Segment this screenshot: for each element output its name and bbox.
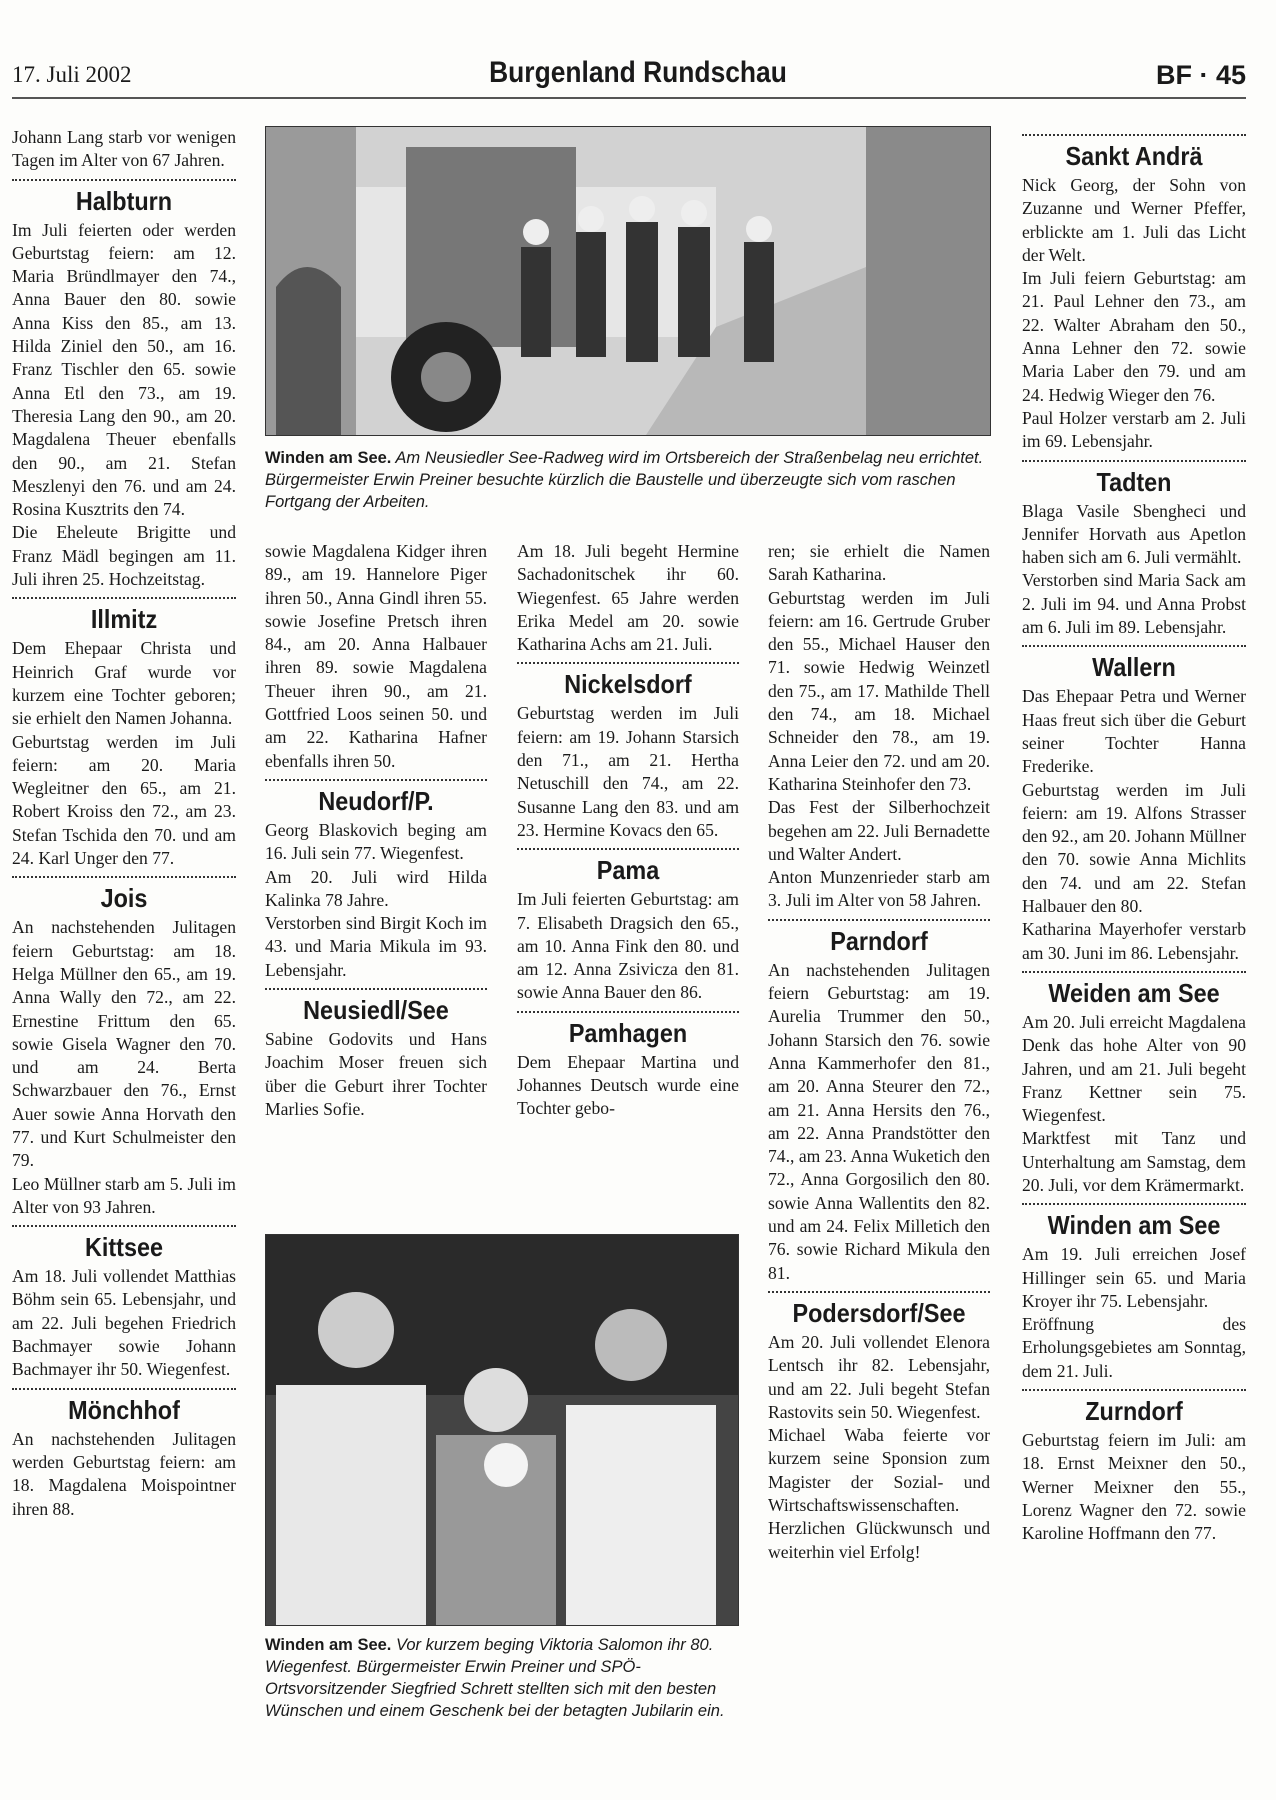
dotted-separator [265,988,487,990]
article-paragraph: Eröffnung des Erholungsgebietes am Sonntag, dem 21. Juli. [1022,1314,1246,1381]
town-heading: Neusiedl/See [303,995,449,1026]
town-heading: Mönchhof [68,1394,180,1425]
town-heading: Nickelsdorf [564,669,692,700]
photo2-caption-lead: Winden am See. [265,1636,392,1654]
column-1 [12,126,236,1521]
article-paragraph: Das Ehepaar Petra und Werner Haas freut sich über die Geburt seiner Tochter Hanna Frederike. [1022,686,1246,777]
column-2 [265,540,487,1121]
town-heading: Kittsee [84,1232,164,1263]
column-4 [768,540,990,1564]
article-paragraph: Geburtstag feiern im Juli: am 18. Ernst Meixner den 50., Werner Meixner den 55., Lorenz Wagner den 72. sowie Karoline Hoffmann den 77. [1022,1430,1246,1544]
article-paragraph: Verstorben sind Maria Sack am 2. Juli im 94. und Anna Probst am 6. Juli im 89. Lebensjahr. [1022,570,1246,638]
article-paragraph: Verstorben sind Birgit Koch im 43. und Maria Mikula im 93. Lebensjahr. [265,913,487,980]
town-heading: Pamhagen [568,1017,688,1048]
article-paragraph: Blaga Vasile Sbengheci und Jennifer Horvath aus Apetlon haben sich am 6. Juli vermählt. [1022,500,1246,568]
article-paragraph: Geburtstag werden im Juli feiern: am 19. Alfons Strasser den 92., am 20. Johann Müllner den 70. sowie Anna Michlits den 74. und am 22. Stefan Halbauer den 80. [1022,779,1246,917]
birthday-photo-image [266,1235,738,1625]
dotted-separator [768,919,990,921]
article-paragraph: An nachstehenden Julitagen feiern Geburtstag: am 18. Helga Müllner den 65., am 19. Anna Wally den 72., am 22. Ernestine Frittum den 65. sowie Gisela Wagner den 70. und am 24. Berta Schwarzbauer den 76., Ernst Auer sowie Anna Horvath den 77. und Kurt Schulmeister den 79. [12,917,236,1171]
article-paragraph: Sabine Godovits und Hans Joachim Moser freuen sich über die Geburt ihrer Tochter Marlies Sofie. [265,1029,487,1119]
article-paragraph: Am 19. Juli erreichen Josef Hillinger sein 65. und Maria Kroyer ihr 75. Lebensjahr. [1022,1244,1246,1311]
construction-photo-image [266,127,990,435]
article-paragraph: ren; sie erhielt die Namen Sarah Katharina. [768,541,990,585]
article-paragraph: Paul Holzer verstarb am 2. Juli im 69. Lebensjahr. [1022,407,1246,452]
dotted-separator [1022,134,1246,136]
article-paragraph: Anton Munzenrieder starb am 3. Juli im Alter von 58 Jahren. [768,867,990,911]
town-heading: Wallern [1092,652,1176,683]
article-paragraph: Im Juli feiern Geburtstag: am 21. Paul Lehner den 73., am 22. Walter Abraham den 50., Anna Lehner den 72. sowie Maria Laber den 79. und am 24. Hedwig Wieger den 76. [1022,268,1246,405]
page-number: BF · 45 [1155,60,1246,90]
article-paragraph: Marktfest mit Tanz und Unterhaltung am Samstag, dem 20. Juli, vor dem Krämermarkt. [1022,1128,1246,1195]
article-paragraph: Geburtstag werden im Juli feiern: am 19. Johann Starsich den 71., am 21. Hertha Netuschill den 74., am 22. Susanne Lang den 83. und am 23. Hermine Kovacs den 65. [517,703,739,840]
article-paragraph: Im Juli feierten Geburtstag: am 7. Elisabeth Dragsich den 65., am 10. Anna Fink den 80. und am 12. Anna Zsivicza den 81. sowie Anna Bauer den 86. [517,889,739,1003]
town-heading: Pama [596,855,660,886]
article-paragraph: An nachstehenden Julitagen feiern Geburtstag: am 19. Aurelia Trummer den 50., Johann Starsich den 76. sowie Anna Kammerhofer den 81., am 20. Anna Steurer den 72., am 21. Anna Hersits den 76., am 22. Anna Prandstötter den 74., am 23. Anna Wuketich den 72., Anna Gorgosilich den 80. sowie Anna Wallentits den 82. und am 24. Felix Milletich den 76. sowie Richard Mikula den 81. [768,959,990,1283]
dotted-separator [517,848,739,850]
article-paragraph: Am 20. Juli vollendet Elenora Lentsch ihr 82. Lebensjahr, und am 22. Juli begeht Stefan Rastovits sein 50. Wiegenfest. [768,1331,990,1422]
article-paragraph: Katharina Mayerhofer verstarb am 30. Juni im 86. Lebensjahr. [1022,919,1246,963]
photo-birthday [265,1234,739,1626]
article-paragraph: Georg Blaskovich beging am 16. Juli sein 77. Wiegenfest. [265,819,487,864]
dotted-separator [1022,971,1246,973]
dotted-separator [265,779,487,781]
article-paragraph: sowie Magdalena Kidger ihren 89., am 19. Hannelore Piger ihren 50., Anna Gindl ihren 55. sowie Josefine Pretsch ihren 84., am 20. Anna Halbauer ihren 89. sowie Magdalena Theuer ihren 90., am 21. Gottfried Loos seinen 50. und am 22. Katharina Hafner ebenfalls ihren 50. [265,541,487,771]
article-paragraph: Im Juli feierten oder werden Geburtstag feiern: am 12. Maria Bründlmayer den 74., Anna Bauer den 80. sowie Anna Kiss den 85., am 13. Hilda Ziniel den 50., am 16. Franz Tischler den 65. sowie Anna Etl den 73., am 19. Theresia Lang den 90., am 20. Magdalena Theuer ebenfalls den 90., am 21. Stefan Meszlenyi den 76. und am 24. Rosina Kusztrits den 74. [12,219,236,520]
article-paragraph: Am 20. Juli erreicht Magdalena Denk das hohe Alter von 90 Jahren, und am 21. Juli begeht Franz Kettner sein 75. Wiegenfest. [1022,1011,1246,1126]
column-3 [517,540,739,1121]
newspaper-title: Burgenland Rundschau [489,56,787,89]
issue-date: 17. Juli 2002 [12,62,132,87]
dotted-separator [12,179,236,181]
photo1-caption-text: Am Neusiedler See-Radweg wird im Ortsbereich der Straßenbelag neu errichtet. Bürgermeister Erwin Preiner besuchte kürzlich die Baustelle und überzeugte sich vom raschen Fortgang der Arbeiten. [265,449,984,511]
town-heading: Sankt Andrä [1065,141,1203,171]
article-paragraph: Am 18. Juli vollendet Matthias Böhm sein 65. Lebensjahr, und am 22. Juli begehen Friedrich Bachmayer sowie Johann Bachmayer ihr 50. Wiegenfest. [12,1266,236,1380]
header-rule [12,97,1246,99]
dotted-separator [517,1011,739,1013]
photo2-caption-text: Vor kurzem beging Viktoria Salomon ihr 80. Wiegenfest. Bürgermeister Erwin Preiner und SPÖ-Ortsvorsitzender Siegfried Schrett stellten sich mit den besten Wünschen und einem Geschenk bei der betagten Jubilarin ein. [265,1636,725,1720]
town-heading: Illmitz [90,604,158,635]
town-heading: Winden am See [1047,1210,1221,1241]
article-paragraph: Am 18. Juli begeht Hermine Sachadonitschek ihr 60. Wiegenfest. 65 Jahre werden Erika Medel am 20. sowie Katharina Achs am 21. Juli. [517,541,739,655]
article-paragraph: Dem Ehepaar Christa und Heinrich Graf wurde vor kurzem eine Tochter geboren; sie erhielt den Namen Johanna. [12,638,236,729]
town-heading: Halbturn [75,185,173,216]
article-paragraph: An nachstehenden Julitagen werden Geburtstag feiern: am 18. Magdalena Moispointner ihren 88. [12,1428,236,1519]
dotted-separator [12,1225,236,1227]
article-paragraph: Das Fest der Silberhochzeit begehen am 22. Juli Bernadette und Walter Andert. [768,797,990,864]
dotted-separator [12,597,236,599]
article-paragraph: Am 20. Juli wird Hilda Kalinka 78 Jahre. [265,866,487,910]
dotted-separator [1022,1389,1246,1391]
column-5 [1022,128,1246,1546]
article-paragraph: Michael Waba feierte vor kurzem seine Sponsion zum Magister der Sozial- und Wirtschaftswissenschaften. Herzlichen Glückwunsch und weiterhin viel Erfolg! [768,1425,990,1562]
town-heading: Jois [100,883,148,914]
photo1-caption [265,447,995,513]
photo1-caption-lead: Winden am See. [265,449,392,467]
dotted-separator [517,662,739,664]
article-paragraph: Die Eheleute Brigitte und Franz Mädl begingen am 11. Juli ihren 25. Hochzeitstag. [12,522,236,590]
town-heading: Weiden am See [1048,977,1220,1008]
town-heading: Parndorf [830,925,928,956]
dotted-separator [12,876,236,878]
article-paragraph: Geburtstag werden im Juli feiern: am 20. Maria Wegleitner den 65., am 21. Robert Kroiss den 72., am 23. Stefan Tschida den 70. und am 24. Karl Unger den 77. [12,731,236,869]
town-heading: Zurndorf [1085,1396,1183,1427]
town-heading: Neudorf/P. [318,785,434,816]
dotted-separator [768,1291,990,1293]
dotted-separator [1022,1203,1246,1205]
town-heading: Podersdorf/See [792,1297,966,1328]
dotted-separator [12,1388,236,1390]
article-paragraph: Nick Georg, der Sohn von Zuzanne und Werner Pfeffer, erblickte am 1. Juli das Licht der Welt. [1022,175,1246,265]
town-heading: Tadten [1096,466,1172,497]
article-paragraph: Leo Müllner starb am 5. Juli im Alter von 93 Jahren. [12,1173,236,1217]
article-paragraph: Geburtstag werden im Juli feiern: am 16. Gertrude Gruber den 55., Michael Hauser den 71. sowie Hedwig Weinzetl den 75., am 17. Mathilde Thell den 74., am 18. Michael Schneider den 78., am 19. Anna Leier den 72. und am 20. Katharina Steinhofer den 73. [768,587,990,794]
photo2-caption [265,1634,743,1722]
dotted-separator [1022,460,1246,462]
dotted-separator [1022,645,1246,647]
photo-construction-site [265,126,991,436]
article-paragraph: Johann Lang starb vor wenigen Tagen im Alter von 67 Jahren. [12,127,236,171]
article-paragraph: Dem Ehepaar Martina und Johannes Deutsch wurde eine Tochter gebo- [517,1051,739,1119]
